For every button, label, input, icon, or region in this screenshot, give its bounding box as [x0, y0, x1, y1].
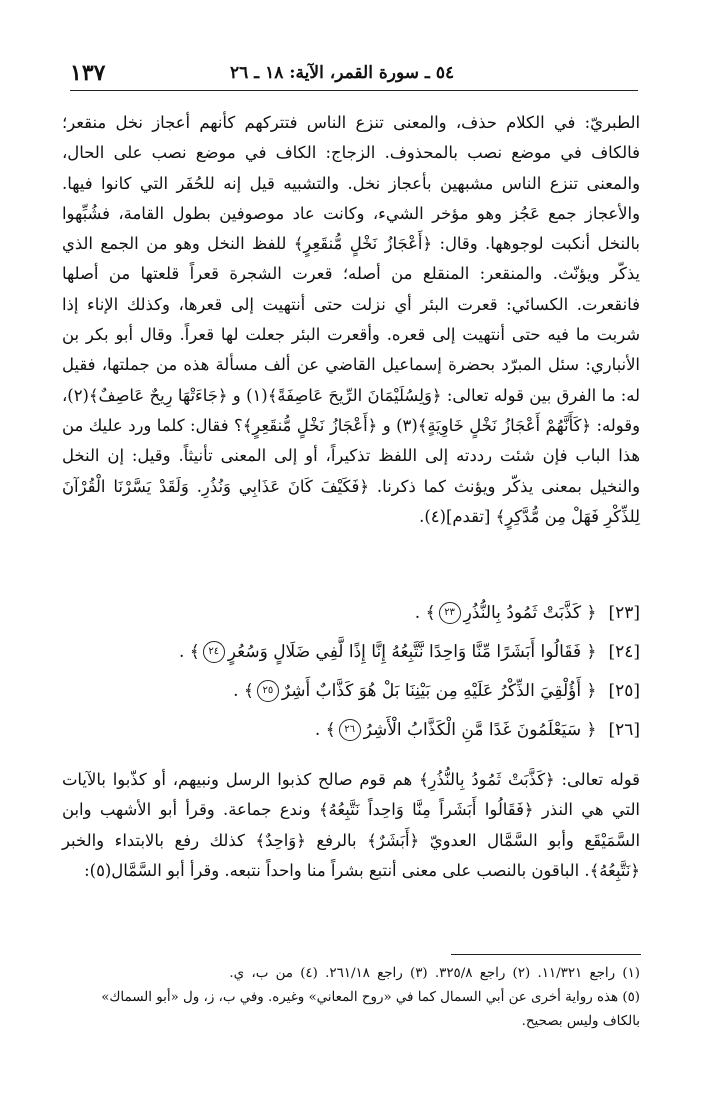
page-header [70, 60, 638, 91]
ayah-marker-icon: ٢٥ [257, 680, 279, 702]
verse-close: ﴾ . [414, 603, 436, 623]
verse-text: ﴿ كَذَّبَتْ ثَمُودُ بِالنُّذُرِ [463, 603, 597, 623]
verse-number: [٢٥] [608, 680, 640, 701]
commentary-text-2 [62, 765, 640, 886]
ayah-marker-icon: ٢٤ [203, 641, 225, 663]
verse-number: [٢٦] [608, 719, 640, 740]
running-title: ٥٤ ـ سورة القمر، الآية: ١٨ ـ ٢٦ [230, 63, 455, 83]
verse-text: ﴿ فَقَالُوا أَبَشَرًا مِّنَّا وَاحِدًا نَّتَّبِعُهُ إِنَّا إِذًا لَّفِي ضَلَالٍ وَسُعُرٍ [227, 642, 597, 662]
verse-close: ﴾ . [233, 681, 254, 701]
page-number: ١٣٧ [70, 60, 106, 86]
footnote-divider [451, 954, 641, 955]
verse-23 [62, 593, 640, 632]
verse-text: ﴿ سَيَعْلَمُونَ غَدًا مَّنِ الْكَذَّابُ الْأَشِرُ [363, 720, 597, 740]
verse-24 [62, 632, 640, 671]
verse-close: ﴾ . [314, 720, 336, 740]
commentary-paragraph: الطبريّ: في الكلام حذف، والمعنى تنزع الناس فتتركهم كأنهم أعجاز نخل منقعر؛ فالكاف في موضع نصب بالمحذوف. الزجاج: الكاف في موضع نصب على الحال، والمعنى تنزع الناس مشبهين بأعجاز نخل. والتشبيه قيل إنه للحُفَر التي كانوا فيها. والأعجاز جمع عَجُز وهو مؤخر الشيء، وكانت عاد موصوفين بطول القامة، فشُبِّهوا بالنخل أنكبت لوجوهها. وقال: ﴿أَعْجَازُ نَخْلٍ مُّنقَعِرٍ﴾ للفظ النخل وهو من الجمع الذي يذكّر ويؤنّث. والمنقعر: المنقلع من أصله؛ قعرت الشجرة قعراً قلعتها من أصلها فانقعرت. الكسائي: قعرت البئر أي نزلت حتى أنتهيت إلى قعرها، وكذلك الإناء إذا شربت ما فيه حتى أنتهيت إلى قعره. وأقعرت البئر جعلت لها قعراً. وقال أبو بكر بن الأنباري: سئل المبرّد بحضرة إسماعيل القاضي عن ألف مسألة هذه من جملتها، فقيل له: ما الفرق بين قوله تعالى: ﴿وَلِسُلَيْمَانَ الرِّيحَ عَاصِفَةً﴾(١) و ﴿جَاءَتْهَا رِيحٌ عَاصِفٌ﴾(٢)، وقوله: ﴿كَأَنَّهُمْ أَعْجَازُ نَخْلٍ خَاوِيَةٍ﴾(٣) و ﴿أَعْجَازُ نَخْلٍ مُّنقَعِرٍ﴾؟ فقال: كلما ورد عليك من هذا الباب فإن شئت رددته إلى اللفظ تذكيراً، أو إلى المعنى تأنيثاً. وقيل: إن النخل والنخيل بمعنى يذكّر ويؤنث كما ذكرنا. ﴿فَكَيْفَ كَانَ عَذَابِي وَنُذُرِ. وَلَقَدْ يَسَّرْنَا الْقُرْآنَ لِلذِّكْرِ فَهَلْ مِن مُّدَّكِرٍ﴾ [تقدم](٤). [62, 113, 640, 526]
footnote-5: (٥) هذه رواية أخرى عن أبي السمال كما في «روح المعاني» وغيره. وفي ب، ز، ول «أبو السماك» [101, 990, 640, 1005]
verse-number: [٢٤] [608, 641, 640, 662]
verse-25 [62, 671, 640, 710]
verse-26 [62, 710, 640, 749]
commentary-text [62, 108, 640, 532]
verse-number: [٢٣] [608, 602, 640, 623]
footnotes [62, 962, 640, 1034]
commentary-paragraph-2: قوله تعالى: ﴿كَذَّبَتْ ثَمُودُ بِالنُّذُرِ﴾ هم قوم صالح كذبوا الرسل ونبيهم، أو كذّبوا بالآيات التي هي النذر ﴿فَقَالُوا أَبَشَراً مِنَّا وَاحِداً نَتَّبِعُهُ﴾ وندع جماعة. وقرأ أبو الأشهب وابن السَّمَيْقَع وأبو السَّمَّال العدويّ ﴿أَبَشَرٌ﴾ بالرفع ﴿وَاحِدٌ﴾ كذلك رفع بالابتداء والخبر ﴿نَتَّبِعُهُ﴾. الباقون بالنصب على معنى أنتبع بشراً منا واحداً نتبعه. وقرأ أبو السَّمَّال(٥): [62, 770, 640, 880]
footnote-references: (١) راجع ١١/٣٢١. (٢) راجع ٣٢٥/٨. (٣) راجع ٢٦١/١٨. (٤) من ب، ي. [229, 966, 640, 981]
ayah-marker-icon: ٢٣ [439, 602, 461, 624]
verse-text: ﴿ أَؤُلْقِيَ الذِّكْرُ عَلَيْهِ مِن بَيْنِنَا بَلْ هُوَ كَذَّابٌ أَشِرٌ [281, 681, 597, 701]
verse-list [62, 593, 640, 749]
ayah-marker-icon: ٢٦ [339, 719, 361, 741]
footnote-5-continued: بالكاف وليس بصحيح. [521, 1014, 640, 1029]
verse-close: ﴾ . [178, 642, 200, 662]
